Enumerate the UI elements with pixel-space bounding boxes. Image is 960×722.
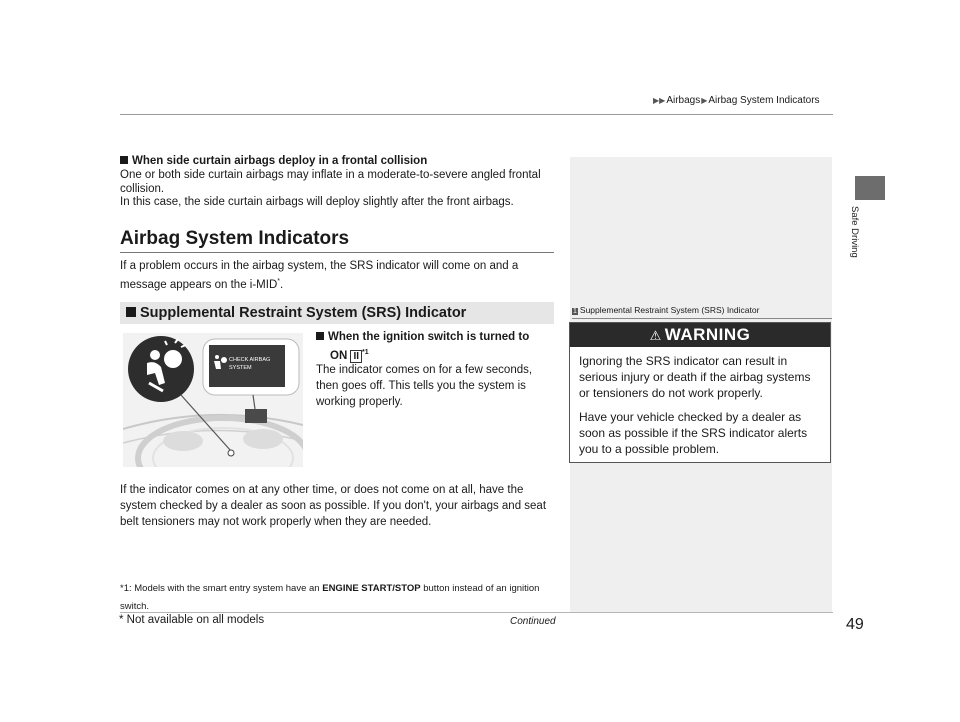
warning-text-1: Ignoring the SRS indicator can result in serious injury or death if the airbag systems or tensioners do not work properly. [579,354,811,400]
subsection-heading: When side curtain airbags deploy in a frontal collision [120,155,427,167]
warning-header: ⚠ WARNING [570,323,830,347]
continued-label: Continued [510,616,556,627]
indicator-description: The indicator comes on for a few seconds, then goes off. This tells you the system is working properly. [316,364,533,408]
chapter-tab-marker [855,176,885,200]
footer-divider [120,612,833,613]
warning-triangle-icon: ⚠ [649,328,662,343]
availability-note: * Not available on all models [115,614,268,626]
note-reference: 1 Supplemental Restraint System (SRS) Indicator [573,305,760,315]
dashboard-drawing [123,333,303,467]
srs-section-title: Supplemental Restraint System (SRS) Indicator [126,305,466,321]
square-bullet-icon [126,307,136,317]
ignition-key-position: II [350,350,362,363]
indicator-warning-paragraph: If the indicator comes on at any other time, or does not come on at all, have the system checked by a dealer as soon as possible. If you don't, your airbags and seat belt tensioners may not work properly when they are needed. [120,484,547,528]
intro-paragraph-1: One or both side curtain airbags may inflate in a moderate-to-severe angled frontal collision. [120,169,541,195]
note-divider [572,318,832,319]
triangle-right-icon: ▶ [701,96,708,105]
square-bullet-icon [120,156,128,164]
dashboard-illustration [123,333,303,467]
breadcrumb-indicators[interactable]: Airbag System Indicators [708,95,820,106]
breadcrumb-airbags[interactable]: Airbags [666,95,701,106]
section-title-underline [120,252,554,253]
section-title: Airbag System Indicators [120,228,350,249]
chapter-tab-label: Safe Driving [849,206,860,258]
illus-display-text-2: SYSTEM [229,365,252,371]
footnote: *1: Models with the smart entry system have an ENGINE START/STOP button instead of an ignition switch. [120,583,540,612]
header-divider [120,114,833,115]
intro-paragraph-2: In this case, the side curtain airbags will deploy slightly after the front airbags. [120,196,514,208]
square-bullet-icon [316,332,324,340]
ignition-subheading: When the ignition switch is turned to ON II $^{*1}$ [316,329,556,364]
page-number: 49 [846,616,864,633]
triangle-right-icon: ▶▶ [653,96,666,105]
warning-box [569,322,831,463]
illus-display-text-1: CHECK AIRBAG [229,357,271,363]
breadcrumb [652,95,820,106]
warning-text-2: Have your vehicle checked by a dealer as soon as possible if the SRS indicator alerts you to a possible problem. [579,410,808,456]
section-intro: If a problem occurs in the airbag system, the SRS indicator will come on and a message appears on the i-MID*. [120,260,519,291]
